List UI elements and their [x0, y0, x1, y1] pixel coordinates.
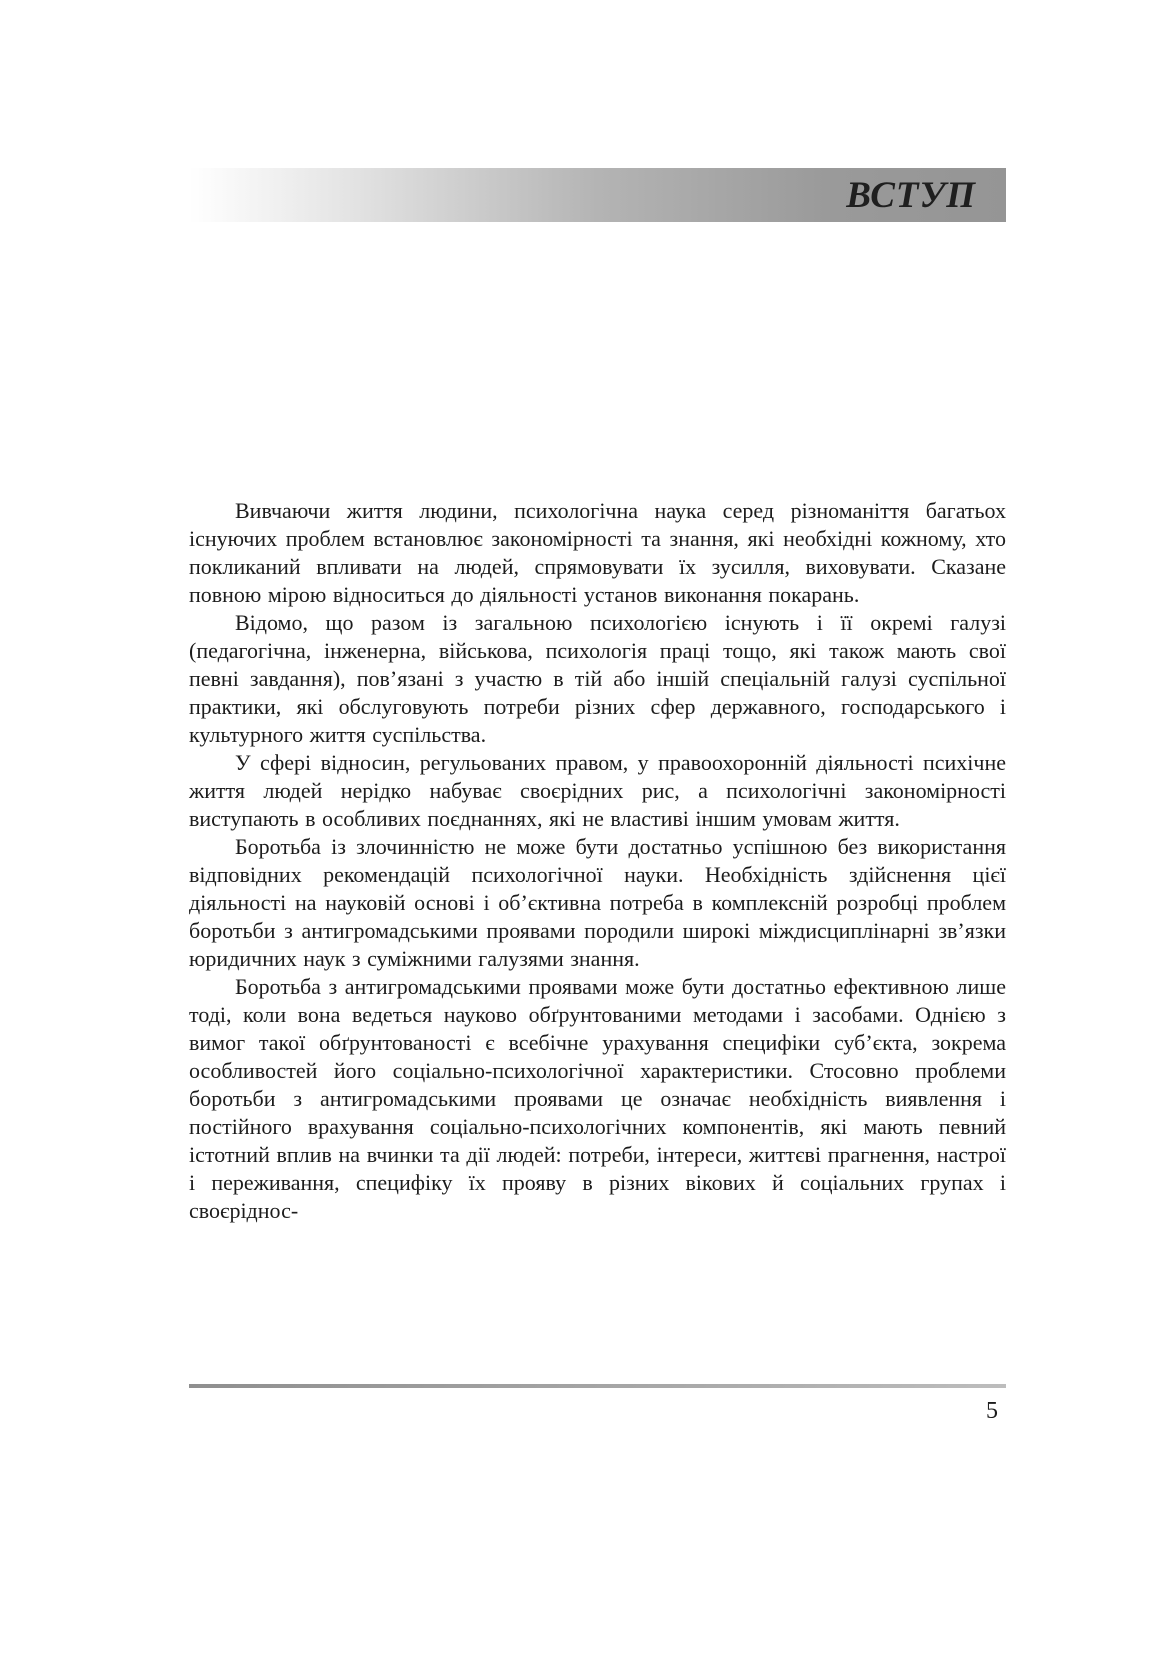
paragraph: Боротьба з антигромадськими проявами може бути достатньо ефективною лише тоді, коли вона ведеться науково обґрунтованими методами і засобами. Однією з вимог такої обґрунтованості є всебічне урахування специфіки суб’єкта, зокрема особливостей його соціально-психологічної характеристики. Стосовно проблеми боротьби з антигромадськими проявами це означає необхідність виявлення і постійного врахування соціально-психологічних компонентів, які мають певний істотний вплив на вчинки та дії людей: потреби, інтереси, життєві прагнення, настрої і переживання, специфіку їх прояву в різних вікових й соціальних групах і своєріднос-	[189, 974, 1006, 1223]
paragraph: Відомо, що разом із загальною психологією існують і її окремі галузі (педагогічна, інженерна, військова, психологія праці тощо, які також мають свої певні завдання), пов’язані з участю в тій або іншій спеціальній галузі суспільної практики, які обслуговують потреби різних сфер державного, господарського і культурного життя суспільства.	[189, 610, 1006, 747]
paragraph: Вивчаючи життя людини, психологічна наука серед різноманіття багатьох існуючих проблем встановлює закономірності та знання, які необхідні кожному, хто покликаний впливати на людей, спрямовувати їх зусилля, виховувати. Сказане повною мірою відноситься до діяльності установ виконання покарань.	[189, 498, 1006, 607]
chapter-header-bar	[189, 168, 1006, 222]
chapter-title: ВСТУП	[846, 174, 976, 216]
page-number: 5	[986, 1398, 998, 1424]
footer-rule	[189, 1384, 1006, 1388]
paragraph: Боротьба із злочинністю не може бути достатньо успішною без використання відповідних рекомендацій психологічної науки. Необхідність здійснення цієї діяльності на науковій основі і об’єктивна потреба в комплексній розробці проблем боротьби з антигромадськими проявами породили широкі міждисциплінарні зв’язки юридичних наук з суміжними галузями знання.	[189, 834, 1006, 971]
paragraph: У сфері відносин, регульованих правом, у правоохоронній діяльності психічне життя людей нерідко набуває своєрідних рис, а психологічні закономірності виступають в особливих поєднаннях, які не властиві іншим умовам життя.	[189, 750, 1006, 831]
body-text	[189, 497, 1006, 1225]
